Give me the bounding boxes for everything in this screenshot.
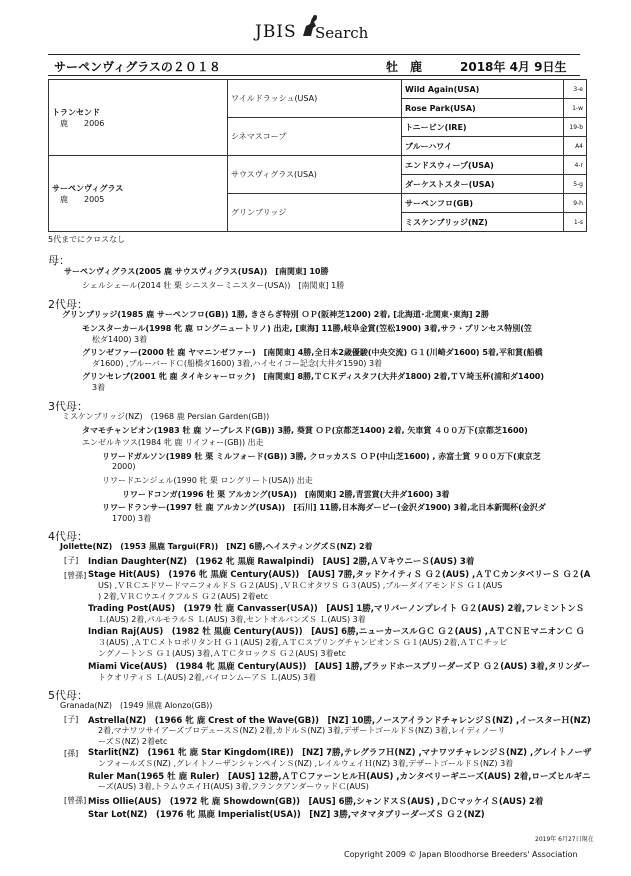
family-number: 1-s — [564, 213, 587, 232]
logo-text-search: Search — [315, 24, 369, 42]
family-line: [曾孫] — [64, 571, 87, 580]
family-line: Ruler Man(1965 牡 鹿 Ruler) [AUS] 12勝,ＡＴＣファーンヒルＨ(AUS) ,カンタベリーギニーズ(AUS) 2着,ローズヒルギニ — [88, 772, 591, 782]
family-number: 4-r — [564, 156, 587, 175]
pedigree-g3-cell[interactable]: トニービン(IRE) — [402, 118, 564, 137]
family-line: リワードコンガ(1996 牡 栗 アルカング(USA)) [南関東] 2勝,青雲賞(大井ダ1600) 3着 — [122, 490, 450, 499]
family-line: 1700) 3着 — [112, 514, 152, 523]
section-heading: 5代母： — [48, 689, 88, 702]
pedigree-g3-cell[interactable]: Rose Park(USA) — [402, 99, 564, 118]
dam-cell[interactable] — [49, 156, 228, 232]
copyright: Copyright 2009 © Japan Bloodhorse Breeders' Association — [344, 850, 578, 859]
family-line: Stage Hit(AUS) (1976 牝 黒鹿 Century(AUS)) [AUS] 7勝,タッドケイティＳ Ｇ２(AUS) ,ＡＴＣカンタベリーＳ Ｇ２(A — [88, 570, 591, 580]
family-line: リワードエンジェル(1990 牝 栗 ロングリート(USA)) 出走 — [102, 476, 313, 485]
family-line: シェルシェール(2014 牡 栗 シニスターミニスター(USA)) [南関東] 1勝 — [82, 281, 345, 290]
family-line: 2000) — [112, 462, 136, 471]
family-number: 19-b — [564, 118, 587, 137]
logo-text-jbis: JBIS — [255, 22, 297, 42]
family-line: 3着 — [92, 383, 106, 392]
sire-info: 鹿 2006 — [60, 118, 105, 128]
dam-name: サーペンヴィグラス — [52, 183, 124, 193]
pedigree-g3-cell[interactable]: ブルーハワイ — [402, 137, 564, 156]
family-line: Trading Post(AUS) (1979 牡 鹿 Canvasser(USA)) [AUS] 1勝,マリバーノンプレイト Ｇ２(AUS) 2着,フレミントンＳ — [88, 604, 585, 614]
family-line: Indian Daughter(NZ) (1962 牝 黒鹿 Rawalpindi) [AUS] 2勝,ＡＶキウニーＳ(AUS) 3着 — [88, 557, 475, 567]
pedigree-g3-cell[interactable]: エンドスウィープ(USA) — [402, 156, 564, 175]
family-line: グリンセレブ(2001 牝 鹿 タイキシャーロック) [南関東] 8勝,ＴＣＫディスタフ(大井ダ1800) 2着,ＴＶ埼玉杯(浦和ダ1400) — [82, 372, 544, 381]
family-line: Jollette(NZ) (1953 黒鹿 Targui(FR)) [NZ] 6勝,ヘイスティングズＳ(NZ) 2着 — [60, 542, 373, 551]
family-line: リワードランサー(1997 牡 鹿 アルカング(USA)) [石川] 11勝,日本海ダービー(金沢ダ1900) 3着,北日本新聞杯(金沢ダ — [102, 503, 546, 512]
sex-color: 牡 鹿 — [386, 60, 423, 74]
family-line: ダ1600) ,ブルーバードＣ(船橋ダ1600) 3着,ハイセイコー記念(大井ダ1590) 3着 — [92, 359, 383, 368]
family-line: Granada(NZ) (1949 黒鹿 Alonzo(GB)) — [60, 701, 213, 710]
family-number: 5-g — [564, 175, 587, 194]
pedigree-g2-cell[interactable]: サウスヴィグラス(USA) — [228, 156, 402, 194]
family-line: グリンゼファー(2000 牡 鹿 ヤマニンゼファー) [南関東] 4勝,全日本2歳優駿(中央交流) Ｇ１(川崎ダ1600) 5着,平和賞(船橋 — [82, 348, 543, 357]
family-line: ンフォールズＳ(NZ) ,グレイトノーザンシャンペインＳ(NZ) ,レイルウェイＨ(NZ) 3着,デザートゴールドＳ(NZ) 3着 — [98, 759, 514, 768]
inbreeding-note: 5代までにクロスなし — [48, 235, 126, 244]
family-line: Miami Vice(AUS) (1984 牝 黒鹿 Century(AUS)) [AUS] 1勝,ブラッドホースブリーダーズＰ Ｇ２(AUS) 3着,タリンダー — [88, 662, 591, 672]
family-line: Starlit(NZ) (1961 牝 鹿 Star Kingdom(IRE)) [NZ] 7勝,テレグラフＨ(NZ) ,マナワツチャレンジＳ(NZ) ,グレイトノーザ — [88, 748, 592, 758]
pedigree-table — [48, 79, 587, 232]
family-line: ) 2着,ＶＲＣウエイクフルＳ Ｇ２(AUS) 2着etc — [98, 592, 269, 601]
pedigree-g2-cell[interactable]: シネマスコープ — [228, 118, 402, 156]
family-line: サーペンヴィグラス(2005 鹿 サウスヴィグラス(USA)) [南関東] 10勝 — [64, 267, 329, 276]
family-line: 松ダ1400) 3着 — [92, 335, 148, 344]
section-heading: 3代母： — [48, 400, 88, 413]
pedigree-g3-cell[interactable]: ダーケストスター(USA) — [402, 175, 564, 194]
family-line: Indian Raj(AUS) (1982 牡 黒鹿 Century(AUS)) [AUS] 6勝,ニューカースルＧＣ Ｇ２(AUS) ,ＡＴＣＮＥマニオンＣ Ｇ — [88, 627, 585, 637]
pedigree-g2-cell[interactable]: ワイルドラッシュ(USA) — [228, 80, 402, 118]
family-number: 9-h — [564, 194, 587, 213]
family-line: Ｌ(AUS) 2着,パルモラルＳ Ｌ(AUS) 3着,セントオルバンズＳ Ｌ(AUS) 3着 — [98, 615, 366, 624]
family-number: 1-w — [564, 99, 587, 118]
family-line: トクオリティＳ Ｌ(AUS) 2着,バイロンムーアＳ Ｌ(AUS) 3着 — [98, 673, 317, 682]
family-line: US) ,ＶＲＣエドワードマニフォルドＳ Ｇ２(AUS) ,ＶＲＣオタワＳ Ｇ３(AUS) ,ブルーダイアモンドＳ Ｇ１(AUS — [98, 581, 503, 590]
jbis-logo — [255, 14, 375, 48]
family-line: Star Lot(NZ) (1976 牝 黒鹿 Imperialist(USA)) [NZ] 3勝,マタマタブリーダーズＳ Ｇ２(NZ) — [88, 810, 485, 820]
family-line: [子] — [64, 556, 79, 565]
pedigree-g3-cell[interactable]: Wild Again(USA) — [402, 80, 564, 99]
pedigree-g3-cell[interactable]: ミスケンブリッジ(NZ) — [402, 213, 564, 232]
family-line: Miss Ollie(AUS) (1972 牝 鹿 Showdown(GB)) [AUS] 6勝,シャンドスＳ(AUS) ,ＤＣマッケイＳ(AUS) 2着 — [88, 797, 544, 807]
family-number: A4 — [564, 137, 587, 156]
family-line: [曾孫] — [64, 796, 87, 805]
pedigree-g2-cell[interactable]: グリンブリッジ — [228, 194, 402, 232]
family-line: 2着,マナワツサイアーズプロデュースＳ(NZ) 2着,カドルＳ(NZ) 3着,デザートゴールドＳ(NZ) 3着,レイディノーリ — [98, 726, 506, 735]
section-heading: 母： — [48, 254, 70, 267]
family-line: ーズ(AUS) 3着,トラムウエイＨ(AUS) 3着,フランクアンダーウッドＣ(AUS) — [98, 782, 369, 791]
horse-name: サーペンヴィグラスの２０１８ — [54, 60, 221, 74]
sire-cell[interactable] — [49, 80, 228, 156]
family-line: [孫] — [64, 749, 79, 758]
section-heading: 2代母： — [48, 298, 88, 311]
family-line: エンゼルキツス(1984 牝 鹿 リイフォー(GB)) 出走 — [82, 438, 264, 447]
family-line: ングノートンＳ Ｇ１(AUS) 3着,ＡＴＣタロックＳ Ｇ２(AUS) 3着etc — [98, 649, 346, 658]
horse-header — [48, 54, 580, 76]
as-of-date: 2019年 6月27日現在 — [535, 836, 594, 843]
family-line: モンスターカール(1998 牝 鹿 ロングニュートリノ) 出走, [東海] 11勝,岐阜金賞(笠松1900) 3着,サラ・プリンセス特別(笠 — [82, 324, 532, 333]
birth-date: 2018年 4月 9日生 — [460, 60, 567, 74]
family-line: タマモチャンピオン(1983 牡 鹿 ソーブレスド(GB)) 3勝, 葵賞 ＯＰ(京都芝1400) 2着, 矢車賞 ４００万下(京都芝1600) — [82, 426, 528, 435]
dam-info: 鹿 2005 — [60, 194, 105, 204]
family-number: 3-e — [564, 80, 587, 99]
family-line: リワードガルソン(1989 牡 栗 ミルフォード(GB)) 3勝, クロッカスＳ ＯＰ(中山芝1600) , 赤富士賞 ９００万下(東京芝 — [102, 452, 541, 461]
pedigree-g3-cell[interactable]: サーペンフロ(GB) — [402, 194, 564, 213]
section-heading: 4代母： — [48, 530, 88, 543]
family-line: グリンブリッジ(1985 鹿 サーペンフロ(GB)) 1勝, きさらぎ特別 ＯＰ(阪神芝1200) 2着, [北海道･北関東･東海] 2勝 — [62, 310, 489, 319]
family-line: ミスケンブリッジ(NZ) (1968 鹿 Persian Garden(GB)) — [62, 412, 270, 421]
sire-name: トランセンド — [52, 107, 100, 117]
family-line: ーズＳ(NZ) 2着etc — [98, 737, 168, 746]
family-line: Astrella(NZ) (1966 牝 鹿 Crest of the Wave(GB)) [NZ] 10勝,ノースアイランドチャレンジＳ(NZ) ,イースターＨ(NZ) — [88, 716, 591, 726]
family-line: [子] — [64, 715, 79, 724]
family-line: ３(AUS) ,ＡＴＣメトロポリタンＨ Ｇ１(AUS) 2着,ＡＴＣスプリングチャンピオンＳ Ｇ１(AUS) 2着,ＡＴＣチッピ — [98, 638, 508, 647]
